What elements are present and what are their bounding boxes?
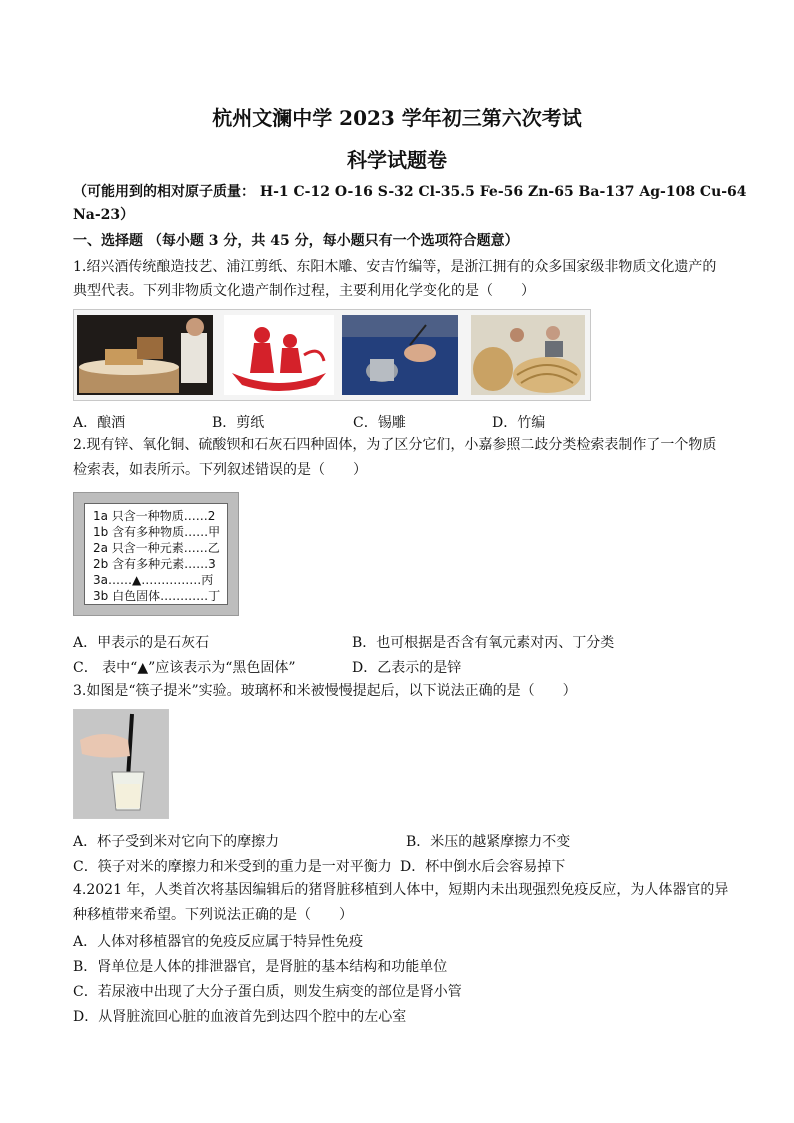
q4-option-a: A．人体对移植器官的免疫反应属于特异性免疫	[73, 934, 364, 950]
q1-option-d: D．竹编	[492, 415, 546, 431]
bamboo-weaving-photo	[471, 315, 585, 395]
q4-option-c: C．若尿液中出现了大分子蛋白质，则发生病变的部位是肾小管	[73, 984, 462, 1000]
atomic-masses-line-1: （可能用到的相对原子质量： H-1 C-12 O-16 S-32 Cl-35.5 Fe-56 Zn-65 Ba-137 Ag-108 Cu-64	[73, 184, 747, 200]
key-line-1b: 1b 含有多种物质……甲	[93, 525, 221, 539]
key-line-2a: 2a 只含一种元素……乙	[93, 541, 220, 555]
q1-option-c: C．锡雕	[353, 415, 406, 431]
key-line-1a: 1a 只含一种物质……2	[93, 509, 216, 523]
q2-option-d: D．乙表示的是锌	[352, 660, 462, 676]
q3-stem-line-1: 3.如图是“筷子提米”实验。玻璃杯和米被慢慢提起后，以下说法正确的是（ ）	[73, 683, 577, 699]
classification-key-table	[73, 492, 239, 616]
q4-option-b: B．肾单位是人体的排泄器官，是肾脏的基本结构和功能单位	[73, 959, 448, 975]
q1-option-a: A．酿酒	[73, 415, 126, 431]
q1-stem-line-2: 典型代表。下列非物质文化遗产制作过程，主要利用化学变化的是（ ）	[73, 283, 535, 299]
q3-option-d: D．杯中倒水后会容易掉下	[400, 859, 566, 875]
q2-option-a: A．甲表示的是石灰石	[73, 635, 210, 651]
q2-stem-line-2: 检索表，如表所示。下列叙述错误的是（ ）	[73, 462, 367, 478]
section-heading: 一、选择题 （每小题 3 分，共 45 分，每小题只有一个选项符合题意）	[73, 233, 519, 249]
key-line-3a: 3a……▲……………丙	[93, 573, 214, 587]
paper-cutting-image	[224, 315, 334, 395]
q3-option-c: C．筷子对米的摩擦力和米受到的重力是一对平衡力	[73, 859, 392, 875]
q4-stem-line-1: 4.2021 年，人类首次将基因编辑后的猪肾脏移植到人体中，短期内未出现强烈免疫反应，为人体器官的异	[73, 882, 729, 898]
q4-stem-line-2: 种移植带来希望。下列说法正确的是（ ）	[73, 907, 353, 923]
q2-option-b: B．也可根据是否含有氧元素对丙、丁分类	[352, 635, 615, 651]
q3-option-a: A．杯子受到米对它向下的摩擦力	[73, 834, 280, 850]
q2-option-c: C． 表中“▲”应该表示为“黑色固体”	[73, 660, 296, 676]
q4-option-d: D．从肾脏流回心脏的血液首先到达四个腔中的左心室	[73, 1009, 407, 1025]
chopstick-rice-photo	[73, 709, 169, 819]
classification-key-panel	[84, 503, 228, 605]
tin-carving-photo	[342, 315, 458, 395]
atomic-masses-line-2: Na-23）	[73, 207, 135, 223]
q1-image-strip	[73, 309, 591, 401]
q1-option-b: B．剪纸	[212, 415, 265, 431]
q1-stem-line-1: 1.绍兴酒传统酿造技艺、浦江剪纸、东阳木雕、安吉竹编等，是浙江拥有的众多国家级非物质文化遗产的	[73, 259, 717, 275]
q2-stem-line-1: 2.现有锌、氧化铜、硫酸钡和石灰石四种固体，为了区分它们，小嘉参照二歧分类检索表制作了一个物质	[73, 437, 717, 453]
exam-title: 杭州文澜中学 2023 学年初三第六次考试	[212, 106, 582, 130]
q3-option-b: B．米压的越紧摩擦力不变	[406, 834, 571, 850]
key-line-2b: 2b 含有多种元素……3	[93, 557, 216, 571]
brewing-photo	[77, 315, 213, 395]
exam-subtitle: 科学试题卷	[347, 148, 447, 172]
key-line-3b: 3b 白色固体…………丁	[93, 589, 221, 603]
